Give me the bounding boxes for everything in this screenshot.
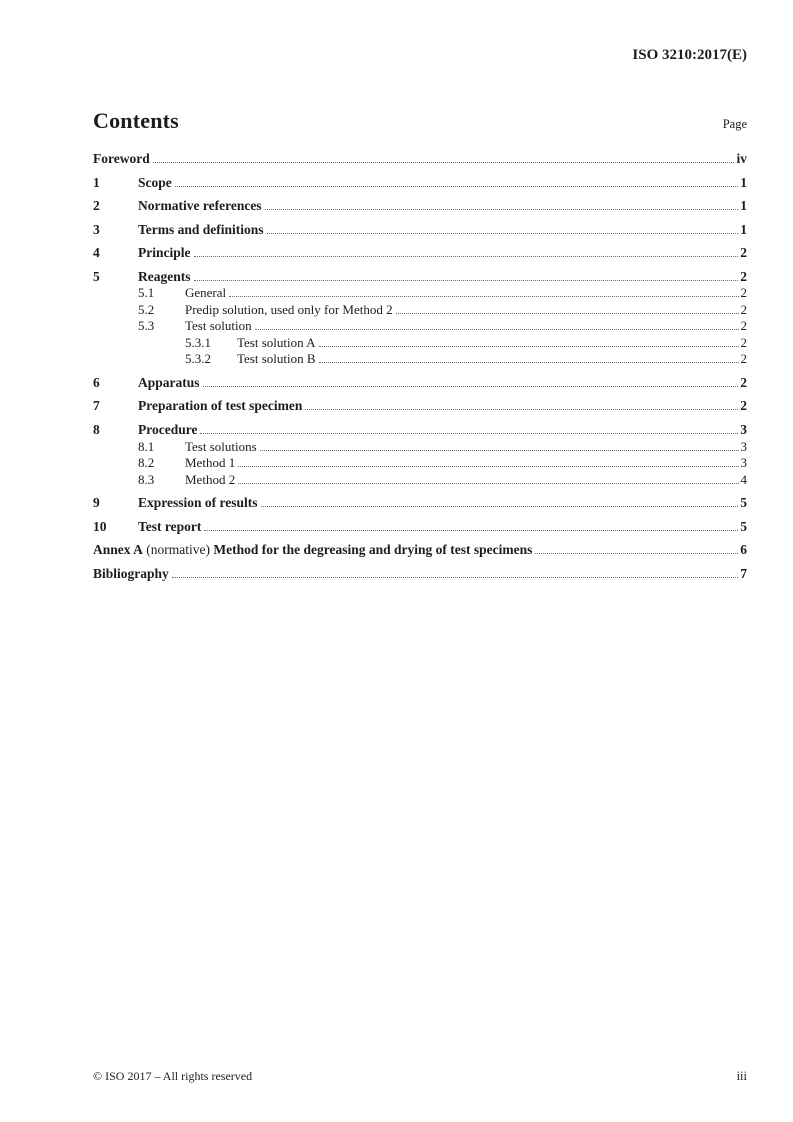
section-number: 2 xyxy=(93,198,100,213)
dot-leader xyxy=(204,530,738,531)
dot-leader xyxy=(172,577,738,578)
section-number: 7 xyxy=(93,398,100,414)
entry-page-number: 2 xyxy=(740,301,747,317)
contents-header xyxy=(93,108,747,134)
entry-page-number: 2 xyxy=(740,245,747,260)
entry-label-part: Annex A xyxy=(93,542,143,558)
entry-page-number: iv xyxy=(736,151,747,166)
entry-page-number: 1 xyxy=(740,174,747,190)
entry-page-number: 2 xyxy=(740,285,747,301)
section-number: 5.3.2 xyxy=(185,351,211,367)
section-number: 3 xyxy=(93,221,100,237)
dot-leader xyxy=(200,433,738,434)
entry-label xyxy=(237,351,316,366)
entry-label xyxy=(185,302,393,317)
entry-page-number: 6 xyxy=(740,542,747,558)
entry-label xyxy=(93,151,150,166)
entry-page-number: 5 xyxy=(740,495,747,511)
entry-page-number: 2 xyxy=(740,398,747,414)
toc-entry xyxy=(93,439,747,454)
entry-label-part: Preparation of test specimen xyxy=(138,398,303,414)
dot-leader xyxy=(194,280,739,281)
entry-label-part: (normative) xyxy=(142,542,214,558)
section-number: 5 xyxy=(93,268,100,284)
dot-leader xyxy=(319,362,739,363)
section-number: 5.1 xyxy=(138,285,155,301)
entry-label-part: Expression of results xyxy=(138,495,258,511)
section-number: 5.3 xyxy=(138,318,155,334)
entry-label-part: Scope xyxy=(138,174,172,190)
entry-label xyxy=(185,439,257,454)
entry-label-part: Predip solution, used only for Method 2 xyxy=(185,301,393,317)
entry-label-part: Procedure xyxy=(138,421,198,437)
toc-entry xyxy=(93,375,747,390)
toc-entry xyxy=(93,335,747,350)
entry-label xyxy=(237,335,316,350)
entry-label xyxy=(138,398,302,413)
toc-entry xyxy=(93,422,747,437)
entry-label xyxy=(138,269,191,284)
entry-label-part: Test solution A xyxy=(237,334,316,350)
entry-label xyxy=(185,318,252,333)
entry-page-number: 7 xyxy=(740,565,747,581)
entry-page-number: 2 xyxy=(740,268,747,284)
section-number: 8.2 xyxy=(138,455,155,471)
toc-entry xyxy=(93,542,747,557)
entry-label-part: Test solution B xyxy=(237,351,316,367)
entry-label-part: Test solutions xyxy=(185,438,257,454)
entry-label-part: Normative references xyxy=(138,198,262,213)
entry-label-part: Test report xyxy=(138,518,202,534)
page-footer xyxy=(93,1069,747,1084)
entry-label xyxy=(138,175,172,190)
toc-entry xyxy=(93,519,747,534)
toc-entry xyxy=(93,472,747,487)
section-number: 1 xyxy=(93,174,100,190)
entry-label-part: Test solution xyxy=(185,318,252,334)
entry-page-number: 1 xyxy=(740,198,747,213)
dot-leader xyxy=(260,450,739,451)
entry-label xyxy=(138,198,262,213)
entry-page-number: 2 xyxy=(740,374,747,390)
dot-leader xyxy=(267,233,739,234)
entry-page-number: 2 xyxy=(740,351,747,367)
dot-leader xyxy=(319,346,739,347)
entry-label xyxy=(93,566,169,581)
entry-page-number: 1 xyxy=(740,221,747,237)
dot-leader xyxy=(265,209,739,210)
entry-page-number: 2 xyxy=(740,318,747,334)
section-number: 10 xyxy=(93,518,107,534)
entry-page-number: 3 xyxy=(740,421,747,437)
dot-leader xyxy=(194,256,739,257)
toc-list xyxy=(93,151,747,581)
toc-entry xyxy=(93,175,747,190)
toc-entry xyxy=(93,495,747,510)
toc-entry xyxy=(93,318,747,333)
toc-entry xyxy=(93,151,747,166)
entry-label xyxy=(138,422,197,437)
entry-label-part: Method 1 xyxy=(185,455,236,471)
entry-label xyxy=(138,375,200,390)
section-number: 6 xyxy=(93,374,100,390)
entry-label-part: Terms and definitions xyxy=(138,221,264,237)
copyright-text: © ISO 2017 – All rights reserved xyxy=(93,1069,253,1083)
entry-label xyxy=(185,455,235,470)
section-number: 9 xyxy=(93,495,100,511)
toc-entry xyxy=(93,302,747,317)
toc-entry xyxy=(93,398,747,413)
dot-leader xyxy=(203,386,739,387)
entry-label-part: Bibliography xyxy=(93,565,169,581)
entry-label-part: General xyxy=(185,285,227,301)
entry-label xyxy=(185,285,226,300)
section-number: 8.1 xyxy=(138,438,155,454)
dot-leader xyxy=(175,186,739,187)
entry-label xyxy=(138,245,191,260)
entry-label-part: Principle xyxy=(138,245,191,260)
entry-label xyxy=(138,495,258,510)
entry-label xyxy=(93,542,532,557)
entry-label xyxy=(138,222,264,237)
section-number: 5.3.1 xyxy=(185,334,211,350)
entry-label xyxy=(185,472,235,487)
section-number: 5.2 xyxy=(138,301,155,317)
page-title: Contents xyxy=(93,108,179,133)
entry-label-part: Reagents xyxy=(138,268,191,284)
toc-entry xyxy=(93,222,747,237)
dot-leader xyxy=(238,466,738,467)
folio-page-number: iii xyxy=(736,1069,747,1083)
entry-label-part: Method for the degreasing and drying of test specimens xyxy=(213,542,533,558)
toc-entry xyxy=(93,269,747,284)
dot-leader xyxy=(261,506,739,507)
entry-page-number: 3 xyxy=(740,455,747,471)
section-number: 8.3 xyxy=(138,471,155,487)
entry-page-number: 2 xyxy=(740,334,747,350)
dot-leader xyxy=(305,409,738,410)
toc-entry xyxy=(93,455,747,470)
entry-label-part: Method 2 xyxy=(185,471,236,487)
section-number: 4 xyxy=(93,245,100,260)
page-column-label: Page xyxy=(722,117,747,131)
toc-entry xyxy=(93,566,747,581)
entry-label-part: Apparatus xyxy=(138,374,200,390)
toc-entry xyxy=(93,245,747,260)
toc-entry xyxy=(93,285,747,300)
section-number: 8 xyxy=(93,421,100,437)
dot-leader xyxy=(535,553,738,554)
dot-leader xyxy=(396,313,739,314)
dot-leader xyxy=(238,483,738,484)
entry-page-number: 3 xyxy=(740,438,747,454)
toc-entry xyxy=(93,198,747,213)
entry-label xyxy=(138,519,201,534)
dot-leader xyxy=(229,296,738,297)
dot-leader xyxy=(153,162,735,163)
entry-page-number: 4 xyxy=(740,471,747,487)
entry-label-part: Foreword xyxy=(93,151,150,166)
dot-leader xyxy=(255,329,739,330)
toc-entry xyxy=(93,351,747,366)
entry-page-number: 5 xyxy=(740,518,747,534)
document-reference: ISO 3210:2017(E) xyxy=(632,47,747,63)
